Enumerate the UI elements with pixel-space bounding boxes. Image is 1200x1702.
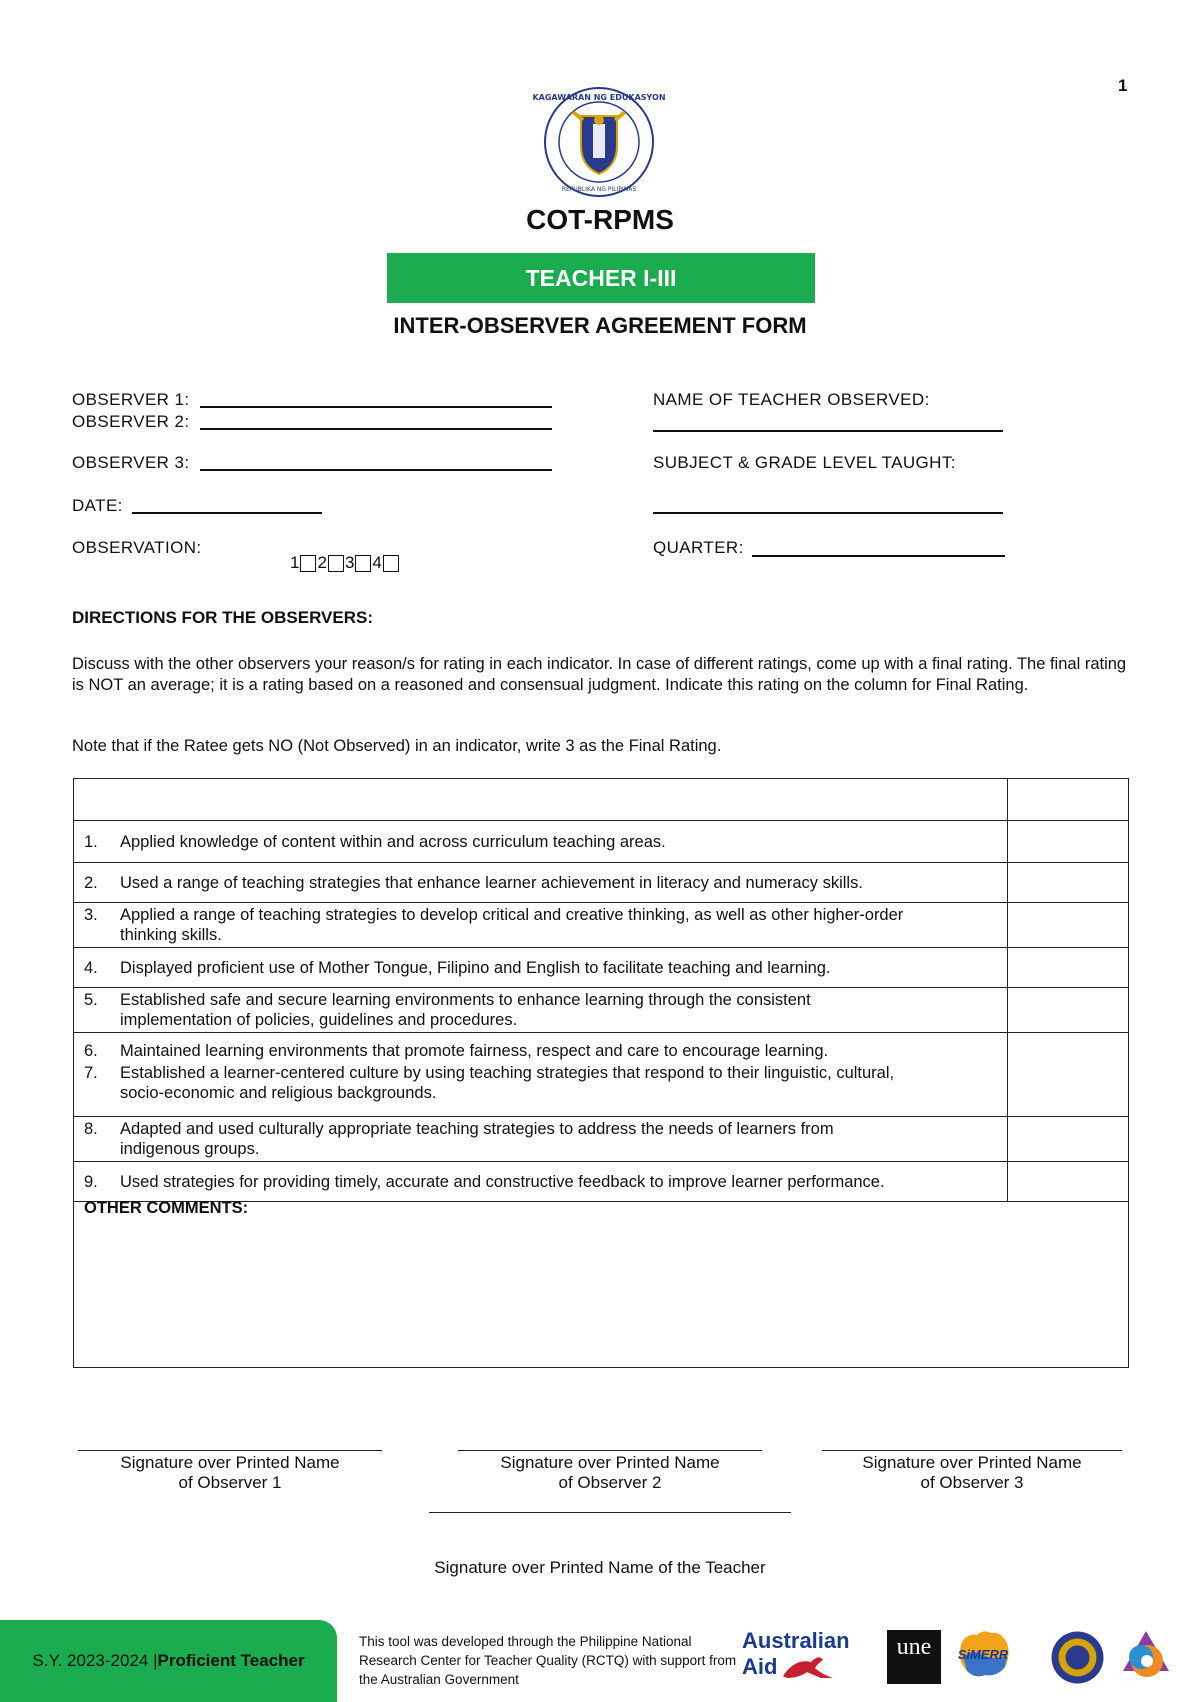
table-row: [74, 1162, 1129, 1202]
final-rating-cell[interactable]: [1008, 988, 1129, 1033]
signature-caption-line: Signature over Printed Name: [500, 1453, 720, 1472]
svg-text:KAGAWARAN NG EDUKASYON: KAGAWARAN NG EDUKASYON: [532, 93, 666, 102]
indicators-table: [73, 778, 1129, 1202]
indicator-number: 9.: [84, 1172, 98, 1191]
quarter-field[interactable]: [752, 555, 1005, 557]
header-cell: [74, 779, 1008, 821]
indicator-number: 2.: [84, 873, 98, 892]
observer2-signature-line[interactable]: [458, 1450, 762, 1451]
indicator-number: 4.: [84, 958, 98, 977]
table-row: [74, 948, 1129, 988]
obs-option-1-label: 1: [290, 553, 300, 572]
obs-option-3-label: 3: [344, 553, 355, 572]
observer2-field[interactable]: [200, 428, 552, 430]
date-field[interactable]: [132, 512, 322, 514]
teacher-name-label: NAME OF TEACHER OBSERVED:: [653, 390, 930, 409]
teacher-signature-line[interactable]: [429, 1512, 791, 1513]
directions-paragraph: Discuss with the other observers your reason/s for rating in each indicator. In case of different ratings, come up with a final rating. The final rating is NOT an average; it is a rating based on a reasoned and consensual judgment. Indicate this rating on the column for Final Rating.: [72, 655, 1127, 694]
final-rating-cell[interactable]: [1008, 863, 1129, 903]
observer3-field[interactable]: [200, 469, 552, 471]
signature-caption-line: of Observer 2: [558, 1473, 662, 1492]
indicator-text: Displayed proficient use of Mother Tongue, Filipino and English to facilitate teaching and learning.: [120, 958, 831, 977]
aus-aid-line2: Aid: [742, 1654, 778, 1679]
indicator-text: Used a range of teaching strategies that enhance learner achievement in literacy and numeracy skills.: [120, 873, 863, 892]
deped-seal-logo: [532, 86, 666, 198]
svg-text:REPUBLIKA NG PILIPINAS: REPUBLIKA NG PILIPINAS: [561, 186, 637, 193]
observation-checkboxes: [290, 553, 400, 573]
aus-aid-line1: Australian: [742, 1628, 850, 1653]
indicator-number: 8.: [84, 1120, 98, 1138]
indicator-text: Applied a range of teaching strategies to develop critical and creative thinking, as well as other higher-order thinking skills.: [120, 906, 904, 944]
observer1-label: OBSERVER 1:: [72, 390, 190, 409]
table-row: [74, 1033, 1129, 1117]
final-rating-cell[interactable]: [1008, 948, 1129, 988]
australian-aid-logo: [742, 1630, 860, 1688]
directions-heading: DIRECTIONS FOR THE OBSERVERS:: [72, 608, 373, 627]
teacher-signature-caption: Signature over Printed Name of the Teacher: [434, 1558, 766, 1577]
indicator-number: 6.: [84, 1042, 98, 1060]
indicator-number: 5.: [84, 991, 98, 1009]
final-rating-header-cell: [1008, 779, 1129, 821]
final-rating-cell[interactable]: [1008, 821, 1129, 863]
other-comments-box[interactable]: [73, 1197, 1129, 1368]
final-rating-cell[interactable]: [1008, 1162, 1129, 1202]
obs-option-1-checkbox[interactable]: [300, 555, 316, 572]
table-row: [74, 863, 1129, 903]
rctq-logo: [1117, 1627, 1175, 1685]
page-number: 1: [1118, 76, 1128, 95]
other-comments-label: OTHER COMMENTS:: [84, 1199, 249, 1217]
final-rating-cell[interactable]: [1008, 1117, 1129, 1162]
indicator-text: Established a learner-centered culture by using teaching strategies that respond to their linguistic, cultural, socio-economic and religious backgrounds.: [120, 1064, 895, 1102]
footer-school-year-banner: [0, 1620, 337, 1702]
une-logo-text: une: [896, 1634, 932, 1660]
obs-option-2-checkbox[interactable]: [328, 555, 344, 572]
obs-option-2-label: 2: [317, 553, 327, 572]
school-year-text: S.Y. 2023-2024 |: [32, 1651, 158, 1670]
indicator-number: 7.: [84, 1064, 98, 1082]
observer2-signature-caption: [458, 1453, 762, 1493]
teacher-level-banner: TEACHER I-III: [387, 253, 815, 303]
simerr-logo-text: SiMERR: [957, 1647, 1009, 1662]
indicator-text: Applied knowledge of content within and across curriculum teaching areas.: [120, 832, 666, 851]
table-header-row: [74, 779, 1129, 821]
signature-caption-line: Signature over Printed Name: [120, 1453, 340, 1472]
indicator-text: Used strategies for providing timely, accurate and constructive feedback to improve learner performance.: [120, 1172, 885, 1191]
simerr-logo: [953, 1627, 1013, 1685]
pnu-seal-logo: [1050, 1630, 1105, 1685]
obs-option-4-label: 4: [372, 553, 382, 572]
observer3-label: OBSERVER 3:: [72, 453, 190, 472]
subject-grade-field[interactable]: [653, 512, 1003, 514]
table-row: [74, 1117, 1129, 1162]
signature-caption-line: of Observer 1: [178, 1473, 282, 1492]
final-rating-cell[interactable]: [1008, 903, 1129, 948]
date-label: DATE:: [72, 496, 123, 515]
observation-label: OBSERVATION:: [72, 538, 202, 557]
observer3-signature-caption: [822, 1453, 1122, 1493]
form-code-title: COT-RPMS: [526, 204, 674, 235]
teacher-name-field[interactable]: [653, 430, 1003, 432]
form-title: INTER-OBSERVER AGREEMENT FORM: [393, 313, 807, 338]
observer1-field[interactable]: [200, 406, 552, 408]
table-row: [74, 988, 1129, 1033]
observer1-signature-caption: [78, 1453, 382, 1493]
indicator-text: Established safe and secure learning environments to enhance learning through the consistent implementation of policies, guidelines and procedures.: [120, 991, 811, 1029]
indicator-text: Maintained learning environments that promote fairness, respect and care to encourage learning.: [120, 1042, 829, 1060]
table-row: [74, 903, 1129, 948]
observer3-signature-line[interactable]: [822, 1450, 1122, 1451]
observer1-signature-line[interactable]: [78, 1450, 382, 1451]
track-text: Proficient Teacher: [157, 1651, 305, 1670]
directions-note: Note that if the Ratee gets NO (Not Observed) in an indicator, write 3 as the Final Rating.: [72, 737, 722, 755]
signature-caption-line: of Observer 3: [920, 1473, 1024, 1492]
obs-option-3-checkbox[interactable]: [355, 555, 371, 572]
indicator-number: 1.: [84, 832, 98, 851]
signature-caption-line: Signature over Printed Name: [862, 1453, 1082, 1472]
subject-grade-label: SUBJECT & GRADE LEVEL TAUGHT:: [653, 453, 956, 472]
une-logo: [887, 1630, 941, 1684]
footer-note: This tool was developed through the Philippine National Research Center for Teacher Quality (RCTQ) with support from the Australian Government: [359, 1634, 737, 1687]
obs-option-4-checkbox[interactable]: [383, 555, 399, 572]
table-row: [74, 821, 1129, 863]
quarter-label: QUARTER:: [653, 538, 744, 557]
indicator-number: 3.: [84, 906, 98, 924]
final-rating-cell[interactable]: [1008, 1033, 1129, 1117]
indicator-text: Adapted and used culturally appropriate teaching strategies to address the needs of learners from indigenous groups.: [120, 1120, 834, 1158]
kangaroo-icon: [777, 1652, 837, 1682]
observer2-label: OBSERVER 2:: [72, 412, 190, 431]
